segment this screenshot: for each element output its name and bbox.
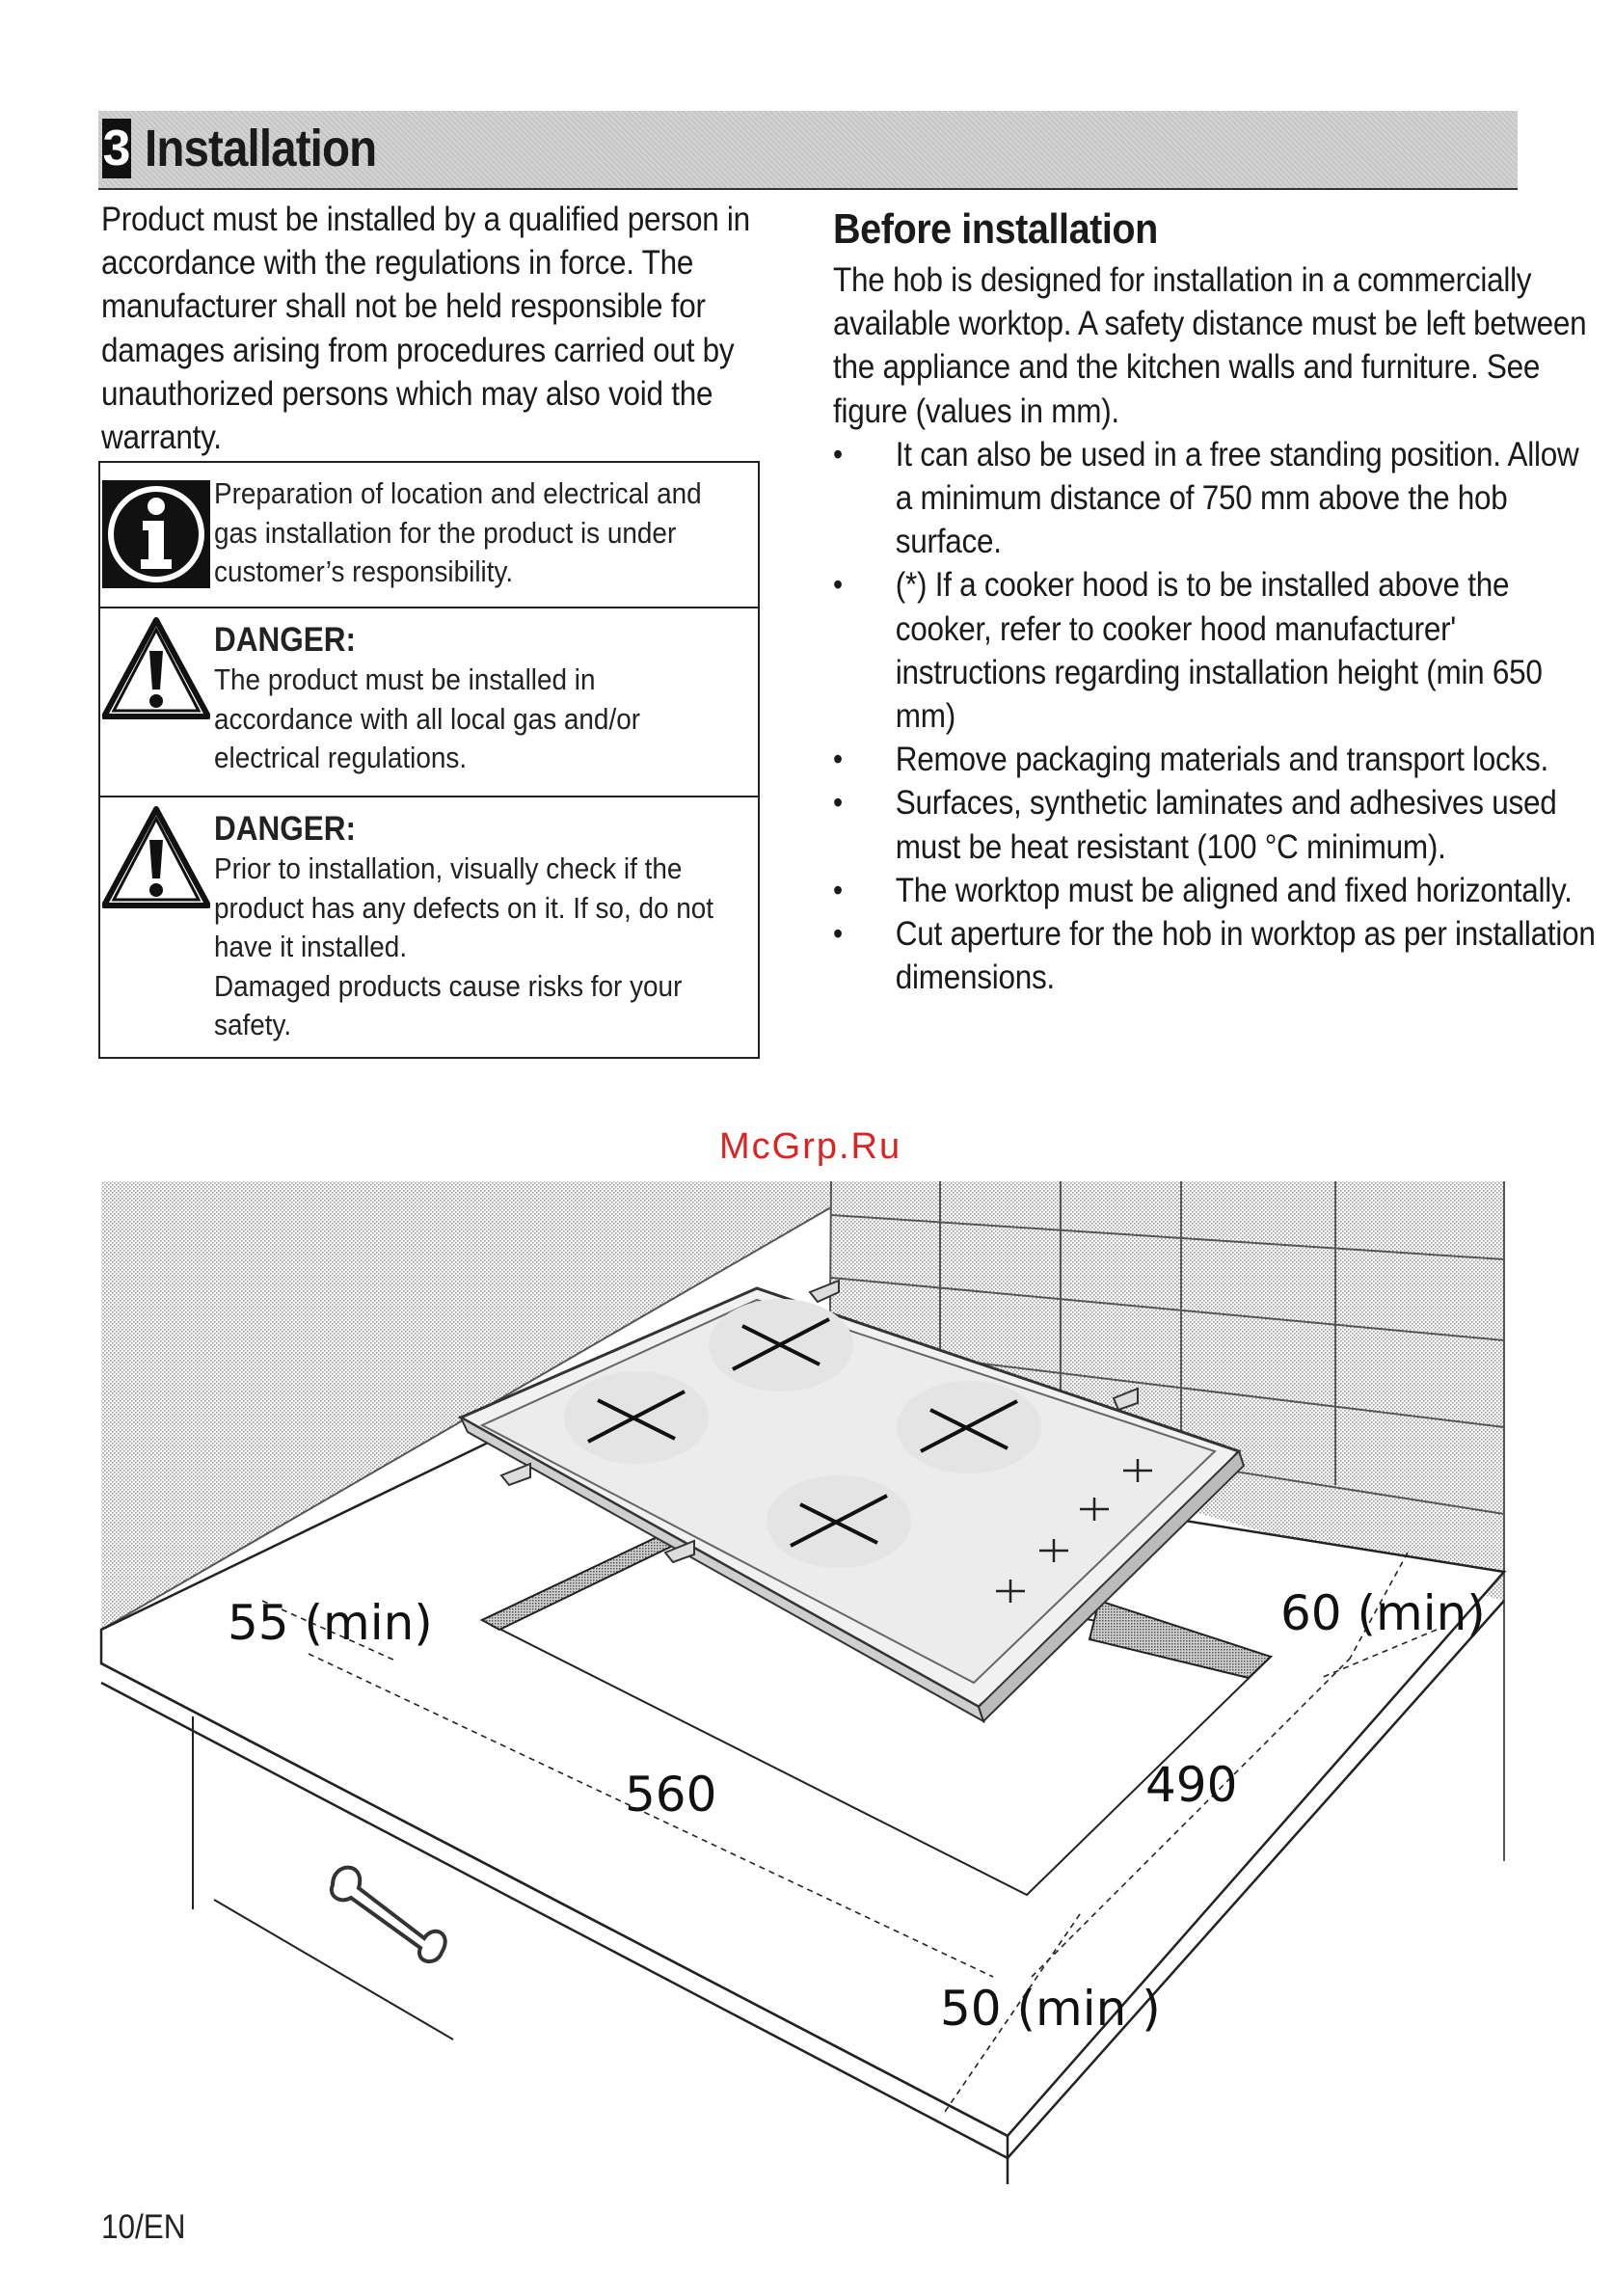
burner-icon bbox=[709, 1299, 853, 1391]
list-item: • Surfaces, synthetic laminates and adhesives used must be heat resistant (100 °C minimum). bbox=[833, 781, 1597, 868]
section-header bbox=[98, 111, 1518, 190]
notice-danger bbox=[100, 607, 758, 796]
notice-danger-text: The product must be installed in accordance with all local gas and/or electrical regulations. bbox=[214, 662, 641, 774]
before-installation-body: The hob is designed for installation in a commercially available worktop. A safety distance must be left between the appliance and the kitchen walls and furniture. See figure (values in mm). bbox=[833, 261, 1587, 430]
burner-icon bbox=[564, 1371, 709, 1464]
dim-left-label: 55 (min) bbox=[228, 1595, 433, 1651]
before-installation-section bbox=[833, 203, 1614, 999]
dim-width-label: 560 bbox=[625, 1767, 717, 1823]
watermark: McGrp.Ru bbox=[719, 1126, 902, 1167]
notice-heading: DANGER: bbox=[214, 621, 356, 659]
page-number: 10/EN bbox=[101, 2208, 186, 2246]
notice-danger-text-2: Damaged products cause risks for your safety. bbox=[214, 968, 683, 1041]
list-item: • (*) If a cooker hood is to be installed above the cooker, refer to cooker hood manufacturer' instructions regarding installation height (min 650 mm) bbox=[833, 563, 1597, 738]
list-item: • It can also be used in a free standing position. Allow a minimum distance of 750 mm above the hob surface. bbox=[833, 433, 1597, 564]
dim-right-label: 60 (min) bbox=[1280, 1585, 1486, 1641]
info-icon bbox=[102, 480, 210, 588]
notice-info bbox=[100, 463, 758, 607]
warning-icon bbox=[102, 616, 210, 724]
burner-icon bbox=[897, 1381, 1041, 1473]
notice-info-text: Preparation of location and electrical and gas installation for the product is under customer’s responsibility. bbox=[214, 476, 702, 588]
notice-danger-text: Prior to installation, visually check if the product has any defects on it. If so, do not have it installed. bbox=[214, 851, 714, 963]
dim-depth-label: 490 bbox=[1145, 1757, 1238, 1813]
installation-diagram bbox=[0, 1157, 1614, 2199]
warning-icon bbox=[102, 805, 210, 913]
drawer-handle-icon bbox=[332, 1868, 445, 1961]
list-item: • Remove packaging materials and transport locks. bbox=[833, 738, 1597, 781]
list-item: • Cut aperture for the hob in worktop as per installation dimensions. bbox=[833, 912, 1597, 999]
burner-icon bbox=[767, 1475, 911, 1568]
section-title: Installation bbox=[145, 120, 377, 177]
intro-paragraph: Product must be installed by a qualified person in accordance with the regulations in force. The manufacturer shall not be held responsible for damages arising from procedures carried out by unauthorized persons which may also void the warranty. bbox=[101, 201, 750, 457]
section-number: 3 bbox=[102, 121, 131, 176]
dim-front-label: 50 (min ) bbox=[940, 1981, 1161, 2037]
before-installation-title: Before installation bbox=[833, 205, 1158, 253]
bullet-list bbox=[833, 433, 1597, 1000]
notice-heading: DANGER: bbox=[214, 810, 356, 848]
list-item: • The worktop must be aligned and fixed horizontally. bbox=[833, 869, 1597, 912]
notice-box bbox=[98, 461, 760, 1059]
notice-danger bbox=[100, 796, 758, 1059]
